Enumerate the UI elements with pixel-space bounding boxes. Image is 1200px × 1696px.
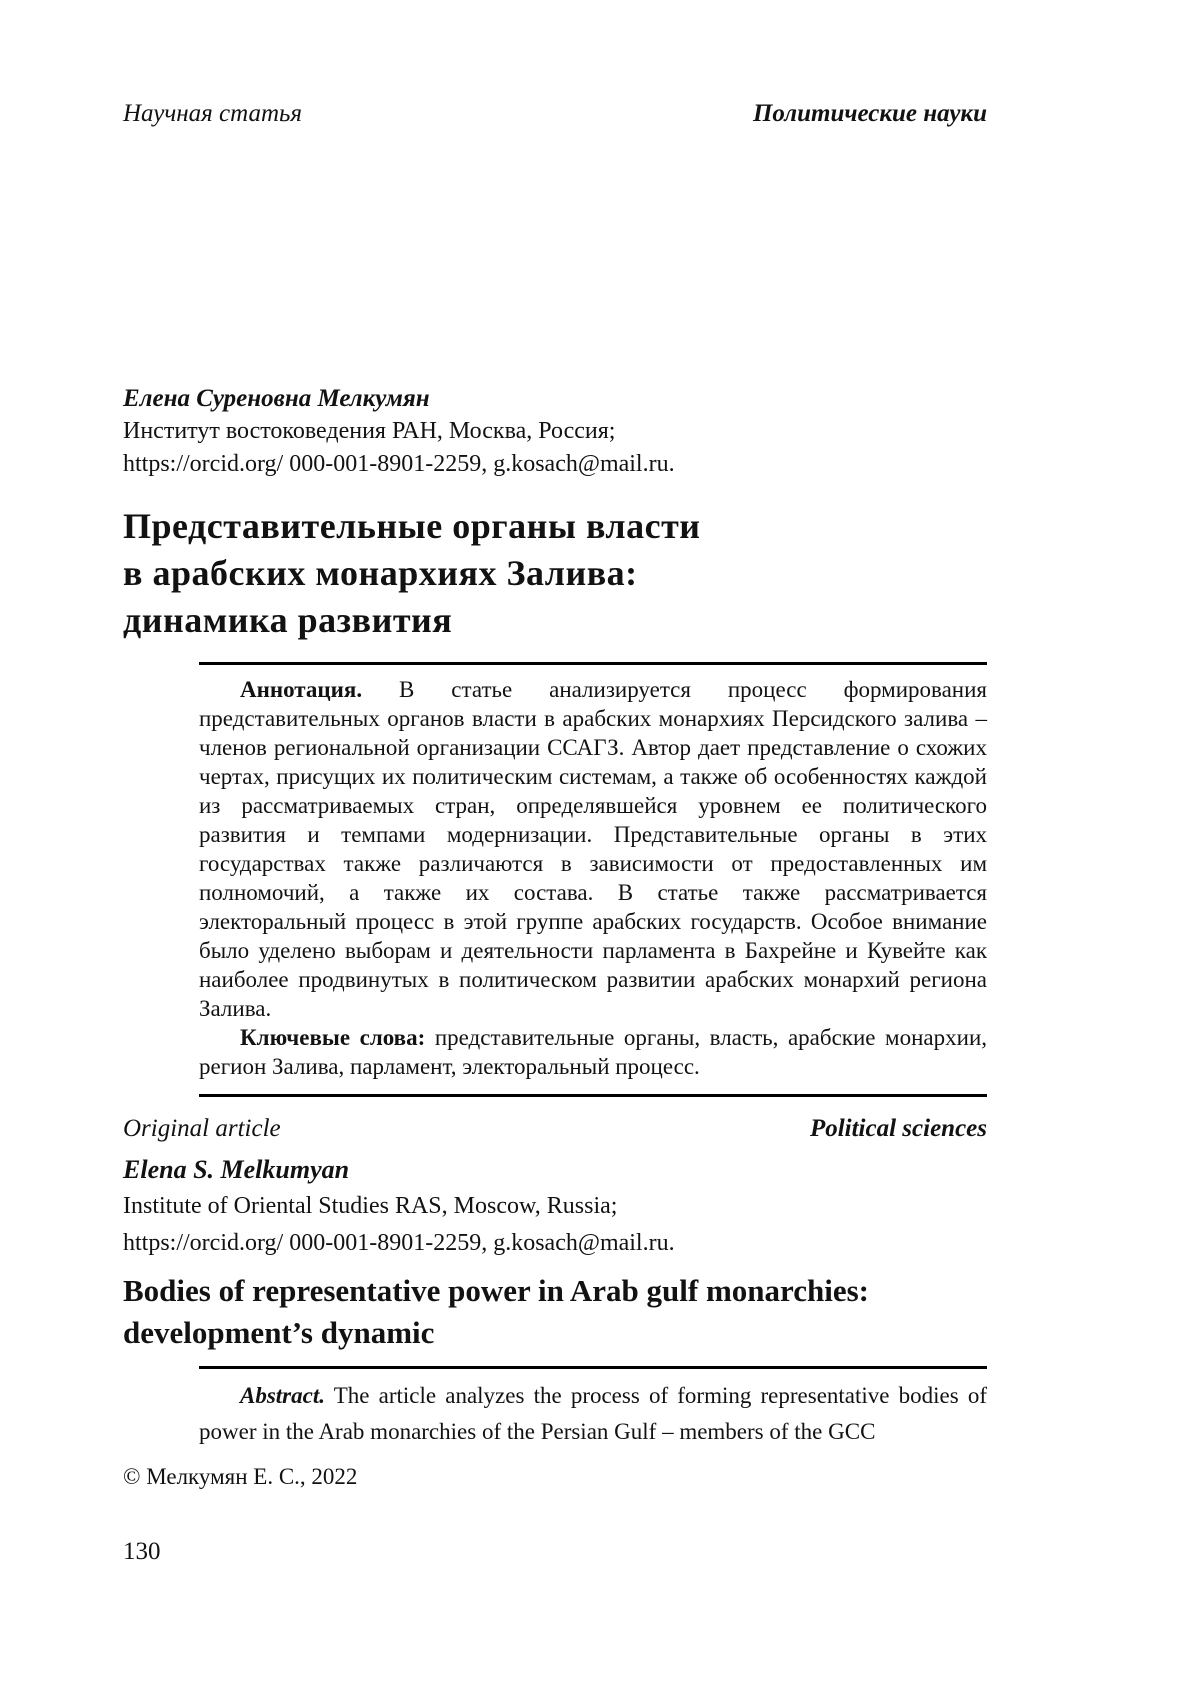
keywords-ru xyxy=(199,1023,987,1081)
author-affiliation-en: Institute of Oriental Studies RAS, Moscow, Russia; xyxy=(123,1193,618,1219)
keywords-text-ru: представительные органы, власть, арабские монархии, регион Залива, парламент, электоральный процесс. xyxy=(199,1025,987,1079)
divider xyxy=(199,662,987,665)
author-block-ru xyxy=(123,382,987,481)
abstract-label-ru: Аннотация. xyxy=(240,677,363,702)
article-title-ru: Представительные органы власти в арабских монархиях Залива: динамика развития xyxy=(123,506,701,640)
page-header-en xyxy=(123,1112,987,1145)
page-number: 130 xyxy=(123,1538,161,1565)
author-contacts-en: https://orcid.org/ 000-001-8901-2259, g.kosach@mail.ru. xyxy=(123,1230,675,1256)
abstract-text-en: The article analyzes the process of forming representative bodies of power in the Arab monarchies of the Persian Gulf – members of the GCC xyxy=(199,1383,987,1444)
article-content xyxy=(123,0,987,1568)
copyright-notice: © Мелкумян Е. С., 2022 xyxy=(123,1464,358,1489)
abstract-en xyxy=(199,1378,987,1450)
author-block-en xyxy=(123,1151,987,1262)
section-label-en: Political sciences xyxy=(809,1115,987,1142)
page-header-ru xyxy=(123,97,987,130)
article-type-en: Original article xyxy=(123,1115,281,1142)
abstract-text-ru: В статье анализируется процесс формирования представительных органов власти в арабских монархиях Персидского залива – членов региональной организации ССАГЗ. Автор дает представление о схожих чертах, присущих их политическим системам, а также об особенностях каждой из рассматриваемых стран, определявшейся уровнем ее политического развития и темпами модернизации. Представительные органы в этих государствах также различаются в зависимости от предоставленных им полномочий, а также их состава. В статье также рассматривается электоральный процесс в этой группе арабских государств. Особое внимание было уделено выборам и деятельности парламента в Бахрейне и Кувейте как наиболее продвинутых в политическом развитии арабских монархий региона Залива. xyxy=(199,677,987,1021)
author-name-en: Elena S. Melkumyan xyxy=(123,1155,350,1184)
article-type-ru: Научная статья xyxy=(123,100,303,127)
abstract-block-en xyxy=(199,1378,987,1450)
abstract-ru xyxy=(199,675,987,1023)
abstract-block-ru xyxy=(199,675,987,1081)
divider xyxy=(199,1094,987,1097)
abstract-label-en: Abstract. xyxy=(240,1383,325,1408)
divider xyxy=(199,1366,987,1369)
author-affiliation-ru: Институт востоковедения РАН, Москва, Россия; xyxy=(123,418,616,444)
author-contacts-ru: https://orcid.org/ 000-001-8901-2259, g.kosach@mail.ru. xyxy=(123,451,675,477)
article-title-en: Bodies of representative power in Arab gulf monarchies: development’s dynamic xyxy=(123,1273,869,1350)
keywords-label-ru: Ключевые слова: xyxy=(240,1025,426,1050)
author-name-ru: Елена Суреновна Мелкумян xyxy=(123,385,430,412)
section-label-ru: Политические науки xyxy=(752,100,987,127)
